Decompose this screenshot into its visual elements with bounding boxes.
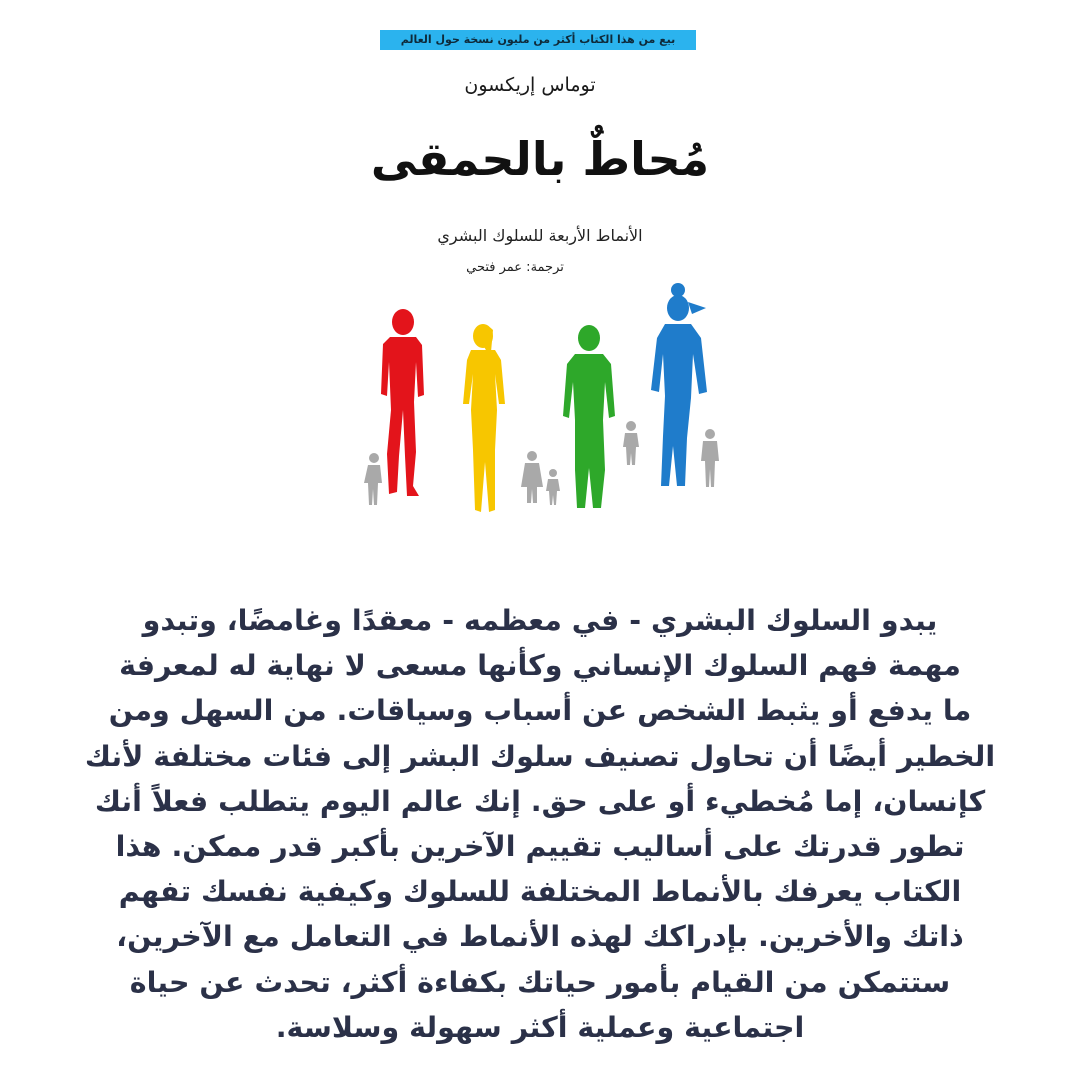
description-line: مهمة فهم السلوك الإنساني وكأنها مسعى لا نهاية له لمعرفة [119,649,961,683]
book-subtitle: الأنماط الأربعة للسلوك البشري [437,226,643,245]
description-line: ستتمكن من القيام بأمور حياتك بكفاءة أكثر، تحدث عن حياة [129,965,951,999]
description-line: الخطير أيضًا أن تحاول تصنيف سلوك البشر إلى فئات مختلفة لأنك [84,739,996,773]
description-line: ذاتك والأخرين. بإدراكك لهذه الأنماط في التعامل مع الآخرين، [116,920,964,954]
description-line: يبدو السلوك البشري - في معظمه - معقدًا وغامضًا، وتبدو [142,604,938,637]
red-man-figure-icon [381,309,424,496]
people-figures [350,280,730,550]
description-line: الكتاب يعرفك بالأنماط المختلفة للسلوك وكيفية نفسك تفهم [118,875,962,909]
description-line: ما يدفع أو يثبط الشخص عن أسباب وسياقات. من السهل ومن [108,694,972,728]
book-description [60,598,1020,1050]
sales-banner: بيع من هذا الكتاب أكثر من مليون نسخة حول العالم [380,30,696,50]
translator-credit: ترجمة: عمر فتحي [466,260,564,275]
description-line: تطور قدرتك على أساليب تقييم الآخرين بأكبر قدر ممكن. هذا [115,829,965,863]
blue-woman-figure-icon [651,283,707,486]
green-man-figure-icon [563,325,615,508]
description-line: كإنسان، إما مُخطيء أو على حق. إنك عالم اليوم يتطلب فعلاً أنك [94,784,986,818]
yellow-woman-figure-icon [463,324,505,512]
book-title: مُحاطٌ بالحمقى [370,132,710,186]
description-line: اجتماعية وعملية أكثر سهولة وسلاسة. [275,1010,805,1044]
author-name: توماس إريكسون [464,74,596,96]
